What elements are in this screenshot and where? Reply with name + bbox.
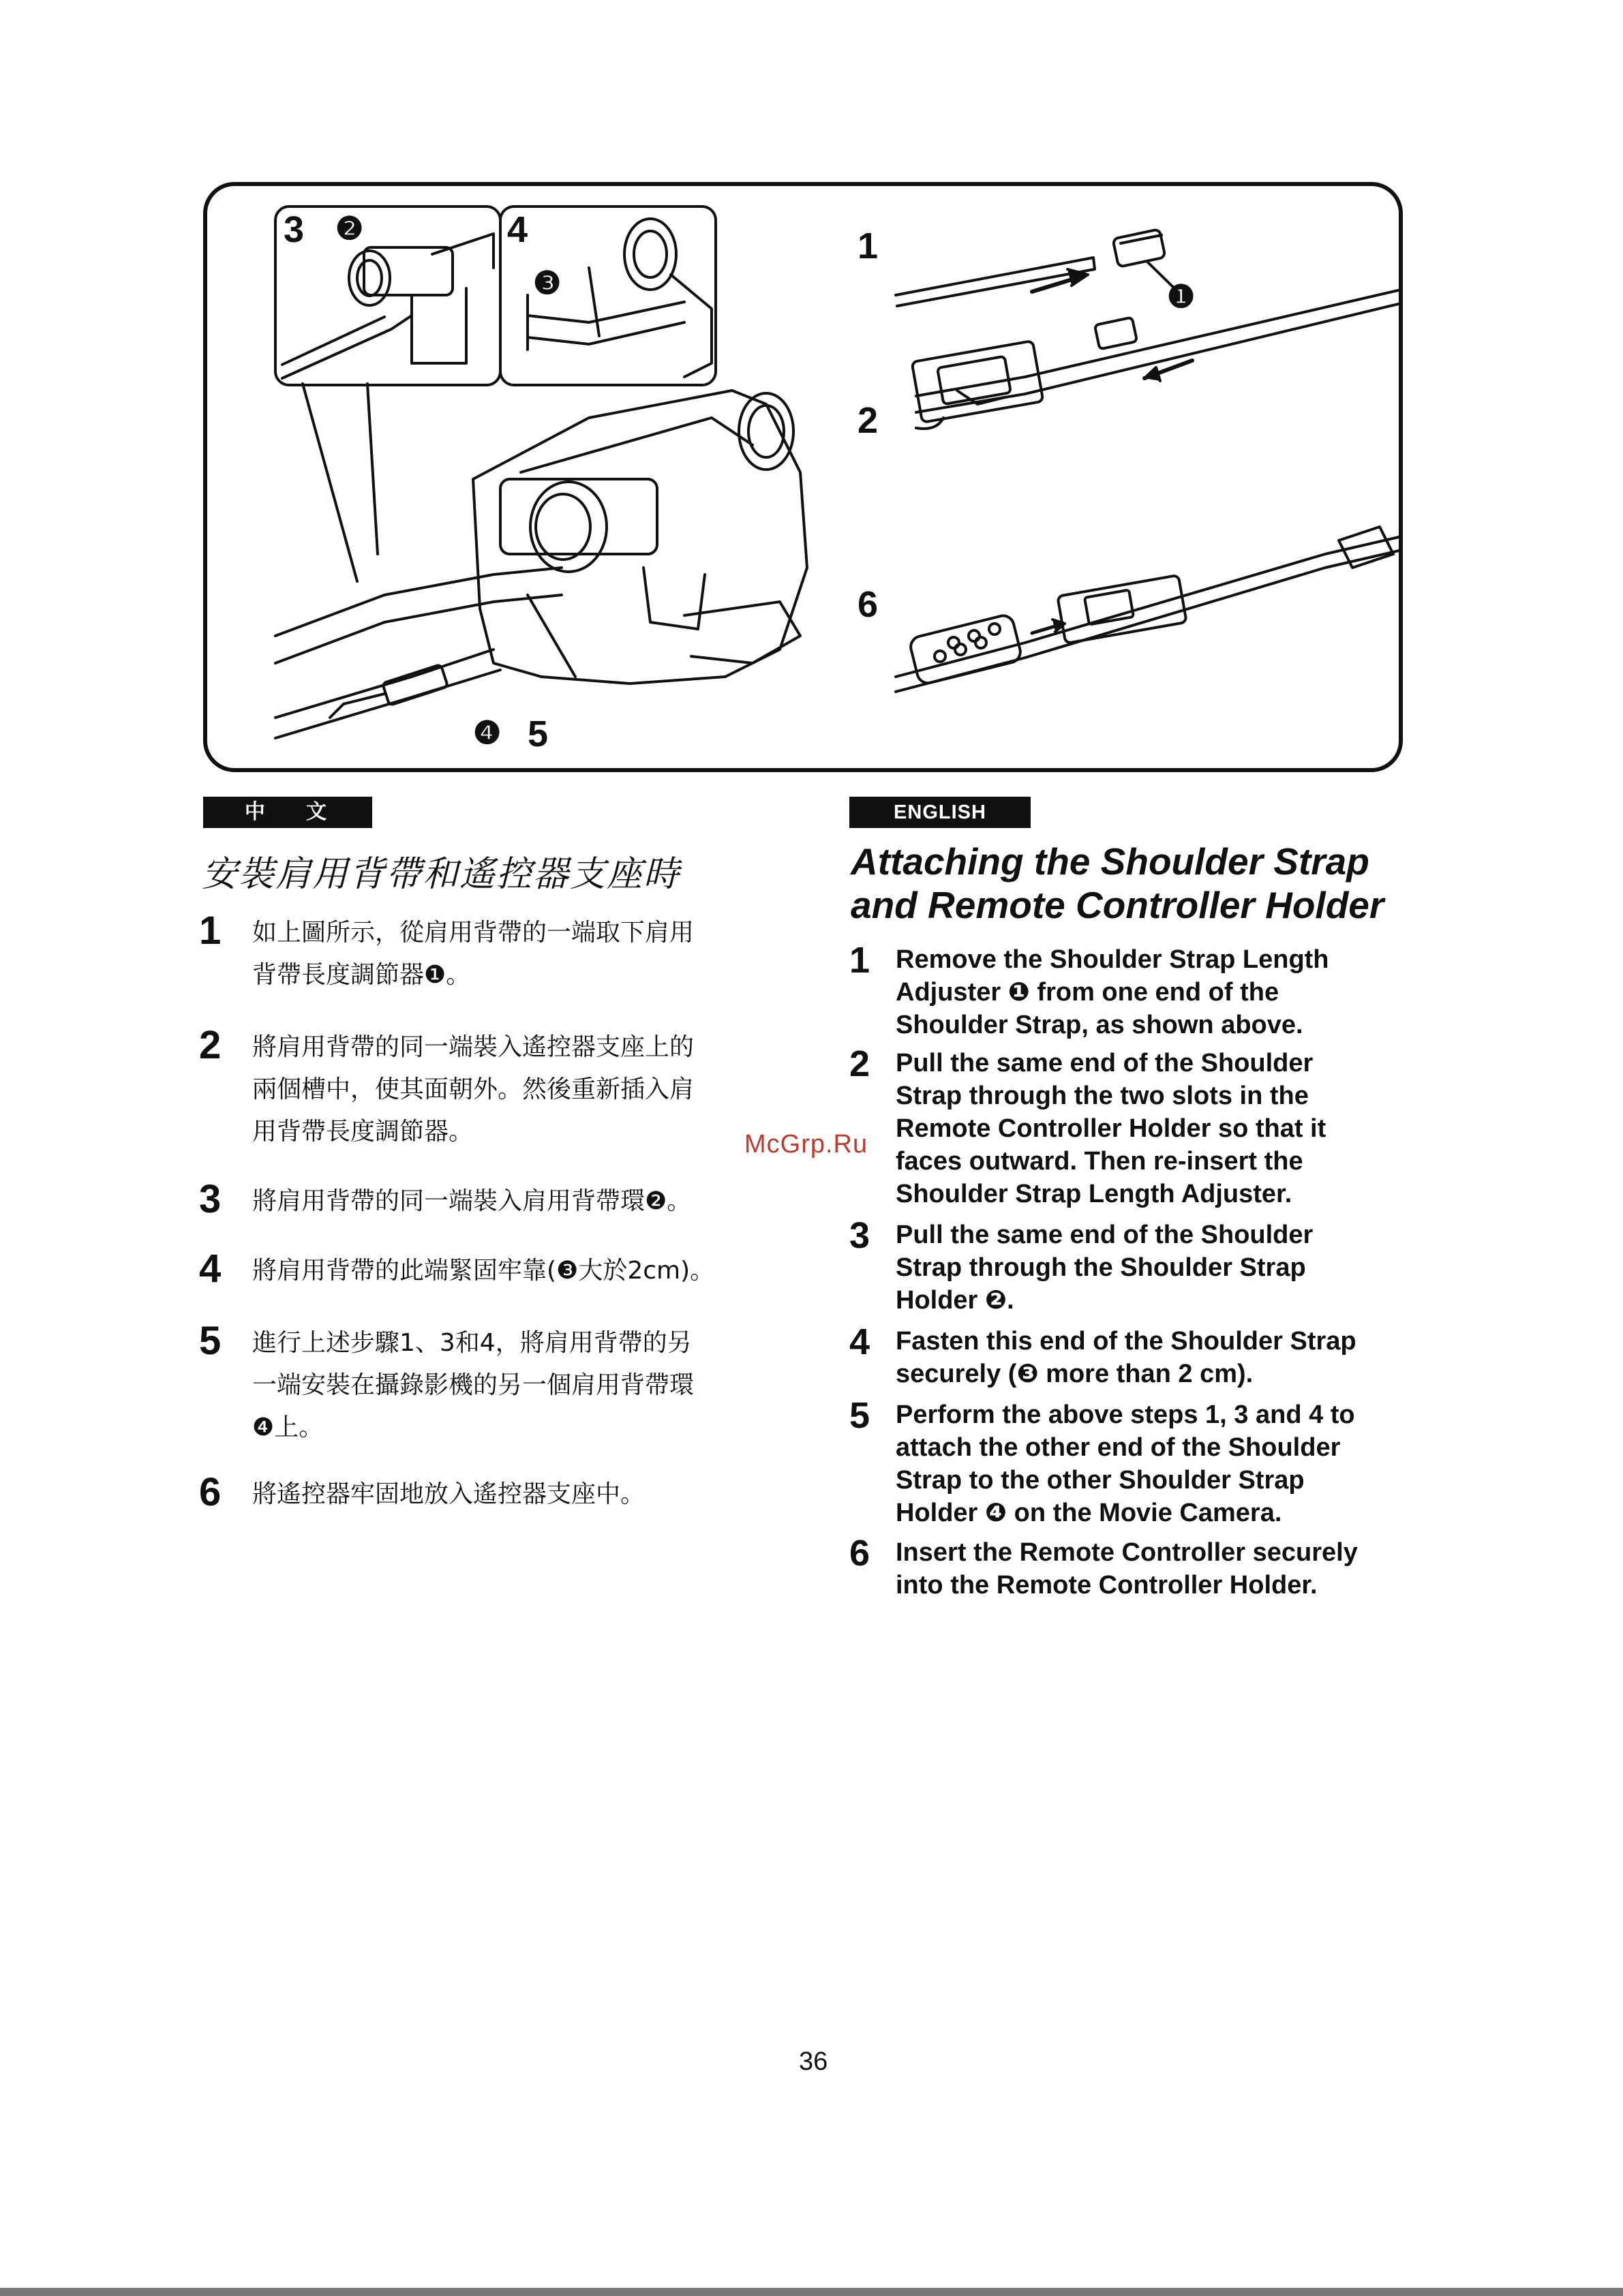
main-callout: ❹: [473, 715, 502, 750]
inset-right-callout: ❸: [533, 265, 562, 301]
zh-step-text: 將肩用背帶的同一端裝入遙控器支座上的 兩個槽中，使其面朝外。然後重新插入肩 用背帶長度調節器。: [252, 1033, 695, 1146]
en-step-text: Pull the same end of the Shoulder Strap through the two slots in the Remote Controller Holder so that it faces outward. Then re-insert the Shoulder Strap Length Adjuster.: [896, 1049, 1326, 1208]
bottom-edge-rule: [0, 2288, 1623, 2296]
page-number: 36: [799, 2047, 828, 2076]
inset-left-step-label: 3: [284, 209, 305, 250]
main-step-label: 5: [528, 714, 549, 754]
en-step-number: 5: [849, 1395, 870, 1436]
en-step-number: 4: [849, 1321, 870, 1362]
zh-step-number: 2: [199, 1023, 222, 1067]
en-step-text: Insert the Remote Controller securely into the Remote Controller Holder.: [896, 1538, 1358, 1599]
en-step-number: 2: [849, 1043, 870, 1084]
inset-right-step-label: 4: [507, 209, 528, 250]
zh-step-number: 3: [199, 1177, 222, 1221]
instruction-figure: [203, 182, 1403, 772]
en-step-text: Fasten this end of the Shoulder Strap securely (❸ more than 2 cm).: [896, 1327, 1356, 1388]
en-step-number: 3: [849, 1215, 870, 1256]
en-step-text: Pull the same end of the Shoulder Strap through the Shoulder Strap Holder ❷.: [896, 1221, 1314, 1315]
right-callout-1: ❶: [1167, 279, 1196, 314]
chinese-title: 安裝肩用背帶和遙控器支座時: [202, 854, 681, 895]
zh-step-text: 進行上述步驟1、3和4，將肩用背帶的另 一端安裝在攝錄影機的另一個肩用背帶環 ❹上。: [252, 1329, 695, 1441]
en-step-number: 6: [849, 1533, 870, 1574]
watermark-text: McGrp.Ru: [744, 1130, 868, 1159]
zh-step-number: 5: [199, 1319, 222, 1363]
zh-step-text: 將肩用背帶的同一端裝入肩用背帶環❷。: [252, 1187, 692, 1215]
zh-step-text: 將遙控器牢固地放入遙控器支座中。: [252, 1480, 646, 1508]
zh-step-number: 1: [199, 908, 222, 953]
inset-left-callout: ❷: [335, 211, 364, 246]
zh-step-number: 4: [199, 1246, 222, 1291]
right-step-2-label: 2: [858, 400, 879, 441]
zh-step-text: 如上圖所示，從肩用背帶的一端取下肩用 背帶長度調節器❶。: [252, 919, 695, 989]
zh-step-text: 將肩用背帶的此端緊固牢靠(❸大於2cm)。: [252, 1257, 715, 1285]
en-step-number: 1: [849, 940, 870, 981]
zh-step-number: 6: [199, 1470, 222, 1514]
chinese-section-tag: 中 文: [203, 797, 372, 828]
figure-illustration: [207, 186, 1403, 772]
english-title: Attaching the Shoulder Strap and Remote Controller Holder: [851, 840, 1384, 926]
en-step-text: Remove the Shoulder Strap Length Adjuster ❶ from one end of the Shoulder Strap, as shown above.: [896, 945, 1329, 1039]
en-step-text: Perform the above steps 1, 3 and 4 to attach the other end of the Shoulder Strap to the other Shoulder Strap Holder ❹ on the Movie Camera.: [896, 1400, 1355, 1527]
right-step-1-label: 1: [858, 226, 879, 266]
right-step-6-label: 6: [858, 584, 879, 625]
english-section-tag: ENGLISH: [849, 797, 1031, 828]
